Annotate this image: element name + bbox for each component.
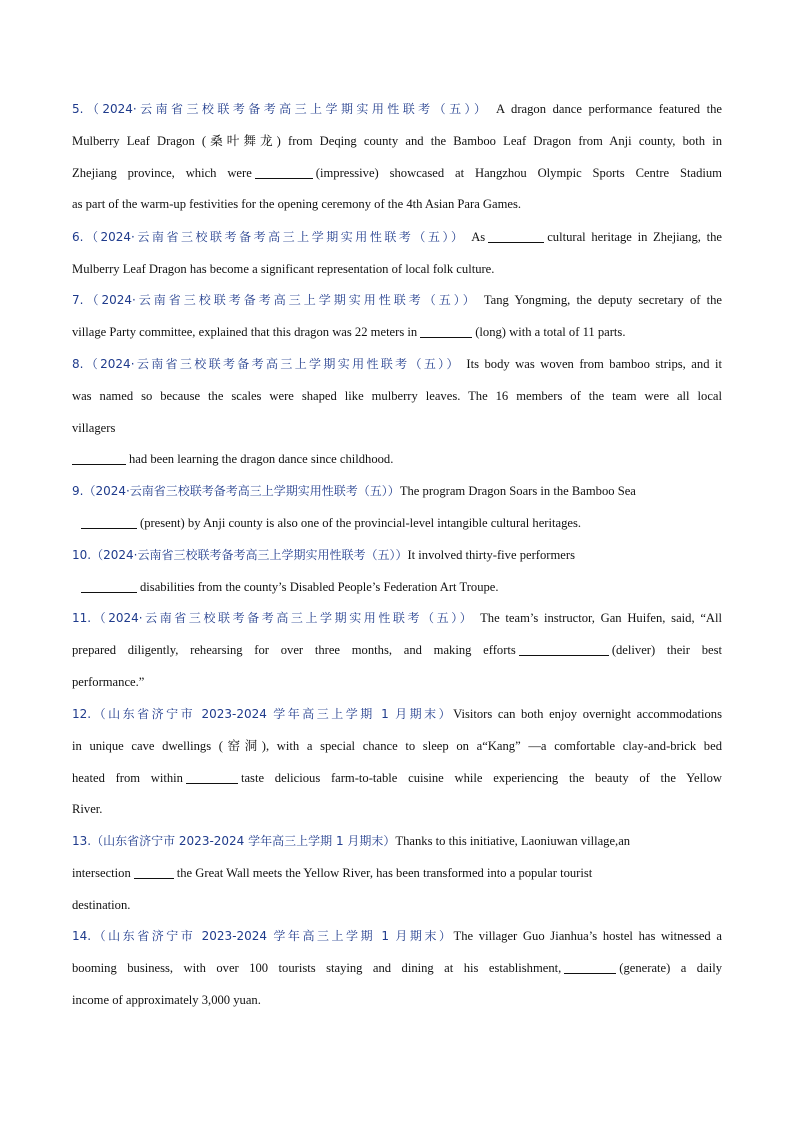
question-line: in unique cave dwellings (窑洞), with a special chance to sleep on a“Kang” —a comfortable clay-and-brick bed — [72, 738, 722, 753]
answer-blank[interactable] — [81, 578, 137, 593]
question-line: 7.（2024·云南省三校联考备考高三上学期实用性联考（五）） Tang Yongming, the deputy secretary of the — [72, 293, 722, 307]
question-line: intersection the Great Wall meets the Yellow River, has been transformed into a popular tourist — [72, 865, 593, 880]
question-source: （山东省济宁市 2023-2024 学年高三上学期 1 月期末） — [91, 929, 454, 943]
question-number: 13. — [72, 834, 92, 848]
question-number: 6. — [72, 230, 84, 244]
question-line: income of approximately 3,000 yuan. — [72, 992, 261, 1007]
question-line: 10.（2024·云南省三校联考备考高三上学期实用性联考（五））It involved thirty-five performers — [72, 548, 575, 562]
question-line: Zhejiang province, which were (impressive) showcased at Hangzhou Olympic Sports Centre Stadium — [72, 165, 722, 180]
question-line: Mulberry Leaf Dragon (桑叶舞龙) from Deqing county and the Bamboo Leaf Dragon from Anji county, both in — [72, 133, 722, 148]
question-9 — [72, 476, 722, 540]
question-source: （2024·云南省三校联考备考高三上学期实用性联考（五）） — [83, 357, 461, 371]
question-line: 12.（山东省济宁市 2023-2024 学年高三上学期 1 月期末）Visitors can both enjoy overnight accommodations — [72, 707, 722, 721]
question-source: （2024·云南省三校联考备考高三上学期实用性联考（五）） — [83, 230, 466, 244]
question-8 — [72, 349, 722, 476]
question-5 — [72, 94, 722, 221]
question-10 — [72, 540, 722, 604]
question-source: （山东省济宁市 2023-2024 学年高三上学期 1 月期末） — [91, 834, 396, 848]
question-7 — [72, 285, 722, 349]
question-line: village Party committee, explained that this dragon was 22 meters in (long) with a total of 11 parts. — [72, 324, 626, 339]
question-line: River. — [72, 802, 103, 817]
question-line: villagers — [72, 420, 116, 435]
question-12 — [72, 699, 722, 826]
answer-blank[interactable] — [564, 959, 616, 974]
question-number: 10. — [72, 548, 92, 562]
question-line: prepared diligently, rehearsing for over three months, and making efforts (deliver) their best — [72, 642, 722, 657]
question-line: performance.” — [72, 674, 145, 689]
question-number: 5. — [72, 102, 84, 116]
question-source: （2024·云南省三校联考备考高三上学期实用性联考（五）） — [83, 484, 400, 498]
question-line: was named so because the scales were shaped like mulberry leaves. The 16 members of the team were all local — [72, 388, 722, 403]
question-line: (present) by Anji county is also one of the provincial-level intangible cultural heritages. — [72, 508, 722, 540]
question-source: （山东省济宁市 2023-2024 学年高三上学期 1 月期末） — [91, 707, 454, 721]
answer-blank[interactable] — [420, 323, 472, 338]
question-line: 6.（2024·云南省三校联考备考高三上学期实用性联考（五）） As cultural heritage in Zhejiang, the — [72, 230, 722, 244]
answer-blank[interactable] — [488, 228, 544, 243]
question-line: 9.（2024·云南省三校联考备考高三上学期实用性联考（五））The program Dragon Soars in the Bamboo Sea — [72, 484, 636, 498]
question-11 — [72, 603, 722, 698]
question-number: 14. — [72, 929, 92, 943]
answer-blank[interactable] — [72, 450, 126, 465]
question-line: heated from within taste delicious farm-to-table cuisine while experiencing the beauty of the Yellow — [72, 770, 722, 785]
question-line: 8.（2024·云南省三校联考备考高三上学期实用性联考（五）） Its body was woven from bamboo strips, and it — [72, 357, 722, 371]
question-line: booming business, with over 100 tourists staying and dining at his establishment, (generate) a daily — [72, 960, 722, 975]
question-line: disabilities from the county’s Disabled People’s Federation Art Troupe. — [72, 572, 722, 604]
answer-blank[interactable] — [186, 769, 238, 784]
question-6 — [72, 222, 722, 286]
question-number: 12. — [72, 707, 92, 721]
answer-blank[interactable] — [519, 641, 609, 656]
question-line: as part of the warm-up festivities for the opening ceremony of the 4th Asian Para Games. — [72, 197, 522, 212]
question-number: 9. — [72, 484, 84, 498]
question-line: 13.（山东省济宁市 2023-2024 学年高三上学期 1 月期末）Thanks to this initiative, Laoniuwan village,an — [72, 834, 631, 848]
answer-blank[interactable] — [255, 164, 313, 179]
question-source: （2024·云南省三校联考备考高三上学期实用性联考（五）） — [91, 611, 475, 625]
question-number: 8. — [72, 357, 84, 371]
question-13 — [72, 826, 722, 921]
question-number: 7. — [72, 293, 84, 307]
question-line: 5.（2024·云南省三校联考备考高三上学期实用性联考（五）） A dragon dance performance featured the — [72, 102, 722, 116]
question-14 — [72, 921, 722, 1016]
question-line: 14.（山东省济宁市 2023-2024 学年高三上学期 1 月期末）The villager Guo Jianhua’s hostel has witnessed a — [72, 929, 722, 943]
question-number: 11. — [72, 611, 92, 625]
question-line: destination. — [72, 897, 131, 912]
answer-blank[interactable] — [81, 514, 137, 529]
question-line: 11.（2024·云南省三校联考备考高三上学期实用性联考（五）） The team’s instructor, Gan Huifen, said, “All — [72, 611, 722, 625]
question-line: Mulberry Leaf Dragon has become a significant representation of local folk culture. — [72, 261, 495, 276]
question-source: （2024·云南省三校联考备考高三上学期实用性联考（五）） — [83, 293, 478, 307]
answer-blank[interactable] — [134, 864, 174, 879]
question-source: （2024·云南省三校联考备考高三上学期实用性联考（五）） — [83, 102, 490, 116]
question-line: had been learning the dragon dance since childhood. — [72, 444, 722, 476]
question-source: （2024·云南省三校联考备考高三上学期实用性联考（五）） — [91, 548, 408, 562]
